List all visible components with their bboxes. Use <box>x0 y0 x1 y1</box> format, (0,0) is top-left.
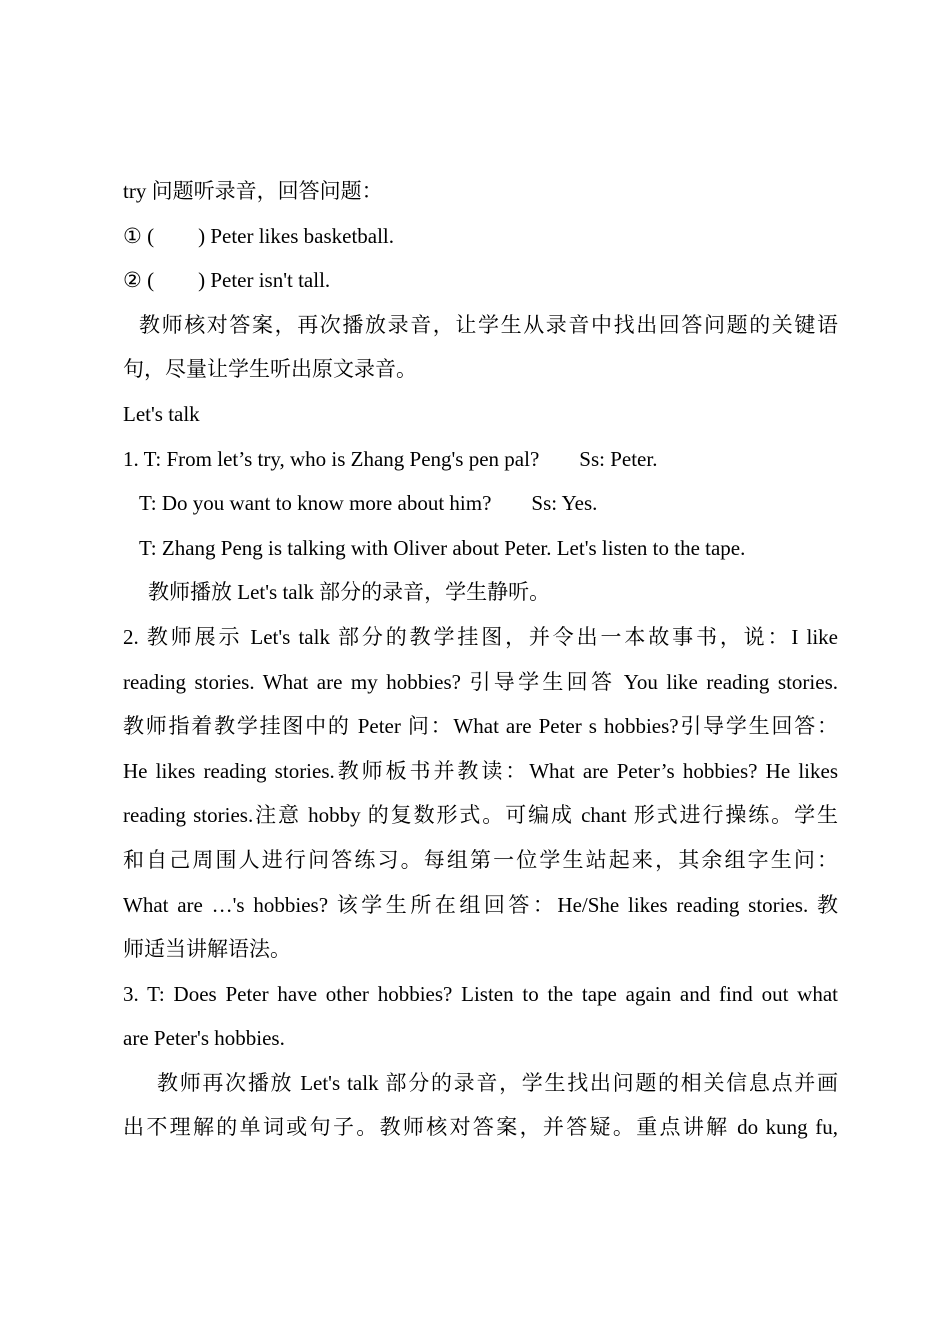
step1-students-answer-2: Ss: Yes. <box>531 491 598 516</box>
step2-line-2: reading stories. What are my hobbies? 引导学生回答 You like reading stories. <box>123 669 838 694</box>
step3-line-1: 3. T: Does Peter have other hobbies? Listen to the tape again and find out what <box>123 981 838 1006</box>
step1-line-2 <box>123 486 838 531</box>
question-1-marker: ① ( <box>123 223 155 248</box>
step1-teacher-question: 1. T: From let’s try, who is Zhang Peng's pen pal? <box>123 446 540 471</box>
step2-line-5: reading stories.注意 hobby 的复数形式。可编成 chant 形式进行操练。学生 <box>123 803 838 828</box>
question-1-text: ) Peter likes basketball. <box>198 223 395 248</box>
document-body <box>123 174 838 1155</box>
question-2-text: ) Peter isn't tall. <box>198 268 331 293</box>
question-1 <box>123 219 838 264</box>
step1-line-4: 教师播放 Let's talk 部分的录音，学生静听。 <box>148 580 551 605</box>
step2-line-6: 和自己周围人进行问答练习。每组第一位学生站起来，其余组字生问： <box>123 847 838 872</box>
step2-line-1: 2. 教师展示 Let's talk 部分的教学挂图，并令出一本故事书，说：I like <box>123 624 838 649</box>
step3-line-2: are Peter's hobbies. <box>123 1026 285 1051</box>
step2-line-4: He likes reading stories.教师板书并教读：What are Peter’s hobbies? He likes <box>123 758 838 783</box>
section-heading: Let's talk <box>123 401 200 426</box>
step1-teacher-question-2: T: Do you want to know more about him? <box>139 491 492 516</box>
step2-line-3: 教师指着教学挂图中的 Peter 问：What are Peter s hobbies?引导学生回答： <box>123 714 838 739</box>
question-2-marker: ② ( <box>123 268 155 293</box>
step3-line-3: 教师再次播放 Let's talk 部分的录音，学生找出问题的相关信息点并画 <box>157 1070 838 1095</box>
step1-line-3: T: Zhang Peng is talking with Oliver about Peter. Let's listen to the tape. <box>139 535 746 560</box>
try-instruction: try 问题听录音，回答问题： <box>123 179 383 203</box>
step1-line-1 <box>123 442 838 487</box>
step2-line-7: What are …'s hobbies? 该学生所在组回答：He/She likes reading stories. 教 <box>123 892 838 917</box>
question-2 <box>123 263 838 308</box>
step2-line-8: 师适当讲解语法。 <box>123 937 291 962</box>
step1-students-answer: Ss: Peter. <box>579 446 658 471</box>
paragraph-check-line-2: 句，尽量让学生听出原文录音。 <box>123 357 417 382</box>
step3-line-4: 出不理解的单词或句子。教师核对答案，并答疑。重点讲解 do kung fu, <box>123 1115 838 1140</box>
paragraph-check-line-1: 教师核对答案，再次播放录音，让学生从录音中找出回答问题的关键语 <box>139 312 838 337</box>
